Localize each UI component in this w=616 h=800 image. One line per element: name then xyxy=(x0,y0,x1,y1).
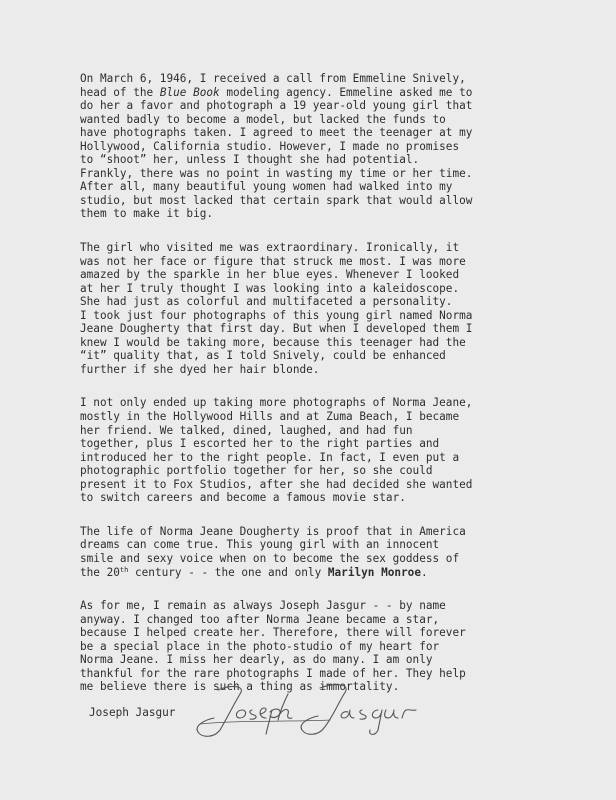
line: The girl who visited me was extraordinary. Ironically, it xyxy=(80,241,460,255)
paragraph-1 xyxy=(80,72,555,221)
line: knew I would be taking more, because this teenager had the xyxy=(80,335,466,349)
text: . xyxy=(421,565,428,579)
line: her friend. We talked, dined, laughed, and had fun xyxy=(80,423,413,437)
line: Norma Jeane. I miss her dearly, as do many. I am only xyxy=(80,653,433,667)
line: Hollywood, California studio. However, I made no promises xyxy=(80,139,460,153)
line: After all, many beautiful young women had walked into my xyxy=(80,180,453,194)
handwritten-signature xyxy=(180,680,430,742)
line: further if she dyed her hair blonde. xyxy=(80,362,320,376)
line: On March 6, 1946, I received a call from Emmeline Snively, xyxy=(80,72,466,85)
typed-signature-name: Joseph Jasgur xyxy=(89,706,176,719)
line: me believe there is such a thing as immortality. xyxy=(80,680,400,694)
text: century - - the one and only xyxy=(128,565,328,579)
line xyxy=(80,566,555,580)
line: photographic portfolio together for her, so she could xyxy=(80,464,433,478)
line: introduced her to the right people. In fact, I even put a xyxy=(80,450,460,464)
line: at her I truly thought I was looking into a kaleidoscope. xyxy=(80,281,460,295)
line: dreams can come true. This young girl with an innocent xyxy=(80,538,440,552)
line: be a special place in the photo-studio of my heart for xyxy=(80,639,440,653)
line: together, plus I escorted her to the right parties and xyxy=(80,437,440,451)
line: Frankly, there was no point in wasting my time or her time. xyxy=(80,166,473,180)
line: amazed by the sparkle in her blue eyes. Whenever I looked xyxy=(80,268,460,282)
paragraph-3 xyxy=(80,396,555,504)
paragraph-2 xyxy=(80,241,555,376)
paragraph-4 xyxy=(80,525,555,579)
line: because I helped create her. Therefore, there will forever xyxy=(80,626,466,640)
line: was not her face or figure that struck me most. I was more xyxy=(80,254,466,268)
line: She had just as colorful and multifaceted a personality. xyxy=(80,295,453,309)
line: present it to Fox Studios, after she had decided she wanted xyxy=(80,477,473,491)
line: to “shoot” her, unless I thought she had potential. xyxy=(80,153,420,167)
line: I took just four photographs of this young girl named Norma xyxy=(80,308,473,322)
text: the 20 xyxy=(80,565,120,579)
text: modeling agency. Emmeline asked me to xyxy=(219,85,473,99)
line: mostly in the Hollywood Hills and at Zuma Beach, I became xyxy=(80,410,460,424)
ordinal-suffix: th xyxy=(119,565,129,574)
line: “it” quality that, as I told Snively, could be enhanced xyxy=(80,349,446,363)
line: anyway. I changed too after Norma Jeane became a star, xyxy=(80,612,440,626)
line: thankful for the rare photographs I made of her. They help xyxy=(80,666,466,680)
line: to switch careers and become a famous movie star. xyxy=(80,491,406,505)
line: studio, but most lacked that certain spark that would allow xyxy=(80,193,473,207)
letter-body xyxy=(80,72,555,694)
text: head of the xyxy=(80,85,160,99)
line: do her a favor and photograph a 19 year-old young girl that xyxy=(80,99,473,113)
line xyxy=(80,86,555,100)
agency-name: Blue Book xyxy=(159,85,220,99)
line: I not only ended up taking more photographs of Norma Jeane, xyxy=(80,396,473,410)
line: Jeane Dougherty that first day. But when I developed them I xyxy=(80,322,473,336)
line: them to make it big. xyxy=(80,207,214,221)
line: have photographs taken. I agreed to meet the teenager at my xyxy=(80,126,473,140)
line: The life of Norma Jeane Dougherty is proof that in America xyxy=(80,524,466,538)
line: wanted badly to become a model, but lacked the funds to xyxy=(80,112,446,126)
star-name: Marilyn Monroe xyxy=(327,565,421,579)
line: As for me, I remain as always Joseph Jasgur - - by name xyxy=(80,599,446,613)
line: smile and sexy voice when on to become the sex goddess of xyxy=(80,551,460,565)
